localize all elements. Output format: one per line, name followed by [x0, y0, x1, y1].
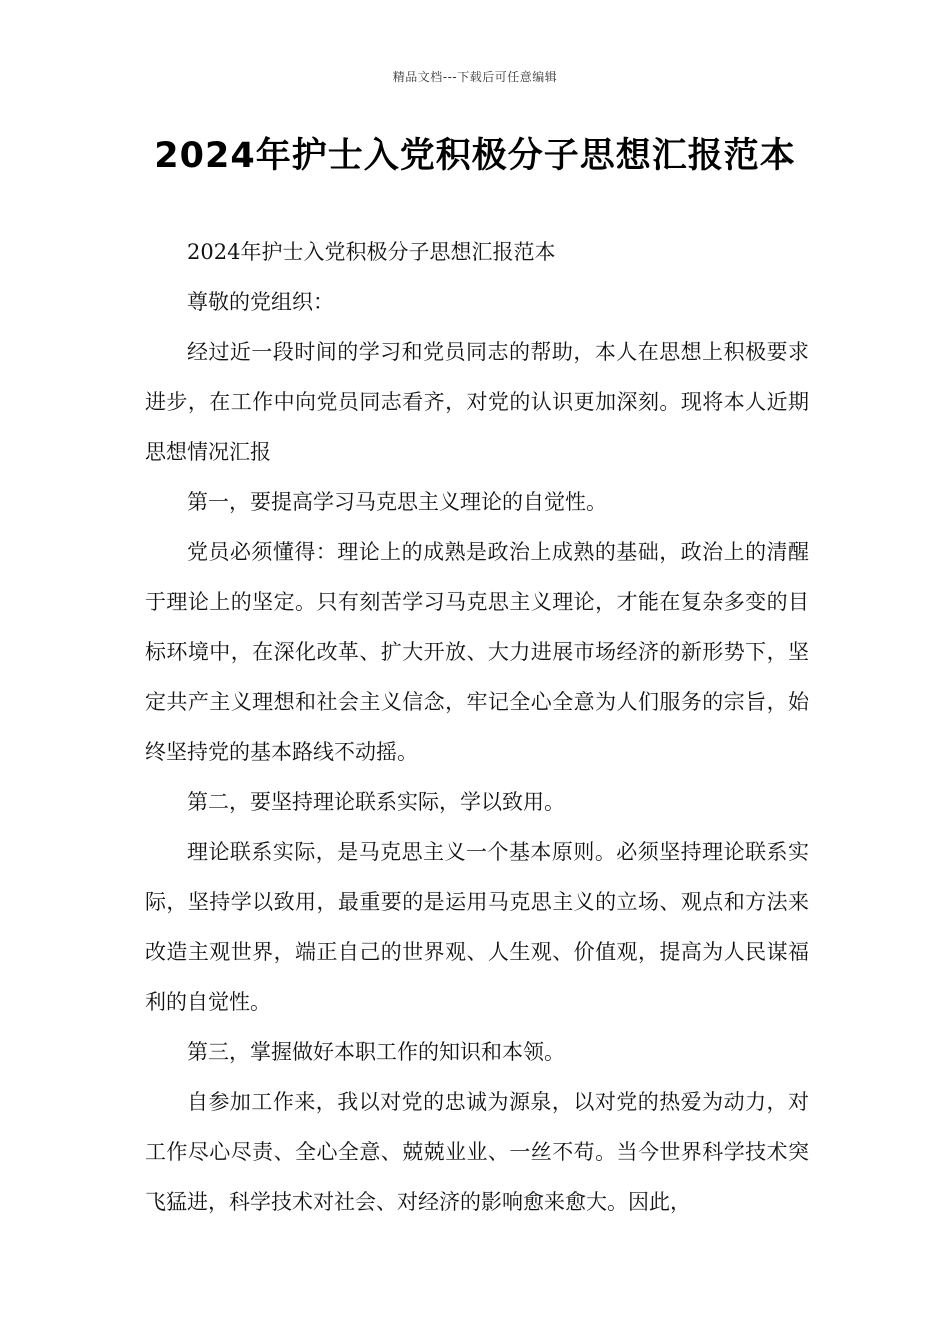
section-heading-1: 第一，要提高学习马克思主义理论的自觉性。: [187, 490, 607, 514]
section-heading-2: 第二，要坚持理论联系实际，学以致用。: [187, 790, 565, 814]
section-paragraph-2: 理论联系实际，是马克思主义一个基本原则。必须坚持理论联系实际，坚持学以致用，最重要的是运用马克思主义的立场、观点和方法来改造主观世界，端正自己的世界观、人生观、价值观，提高为人民谋福利的自觉性。: [145, 840, 809, 1014]
document-title: 2024年护士入党积极分子思想汇报范本: [154, 136, 796, 176]
header-note: 精品文档---下载后可任意编辑: [392, 70, 558, 84]
section-heading-3: 第三，掌握做好本职工作的知识和本领。: [187, 1040, 565, 1064]
body-subtitle: 2024年护士入党积极分子思想汇报范本: [187, 240, 556, 264]
section-paragraph-1: 党员必须懂得：理论上的成熟是政治上成熟的基础，政治上的清醒于理论上的坚定。只有刻苦学习马克思主义理论，才能在复杂多变的目标环境中，在深化改革、扩大开放、大力进展市场经济的新形势下，坚定共产主义理想和社会主义信念，牢记全心全意为人们服务的宗旨，始终坚持党的基本路线不动摇。: [145, 540, 809, 764]
intro-paragraph: 经过近一段时间的学习和党员同志的帮助，本人在思想上积极要求进步，在工作中向党员同志看齐，对党的认识更加深刻。现将本人近期思想情况汇报: [145, 340, 809, 464]
document-body: [145, 227, 809, 1227]
section-paragraph-3: 自参加工作来，我以对党的忠诚为源泉，以对党的热爱为动力，对工作尽心尽责、全心全意、兢兢业业、一丝不苟。当今世界科学技术突飞猛进，科学技术对社会、对经济的影响愈来愈大。因此，: [145, 1090, 809, 1214]
salutation: 尊敬的党组织：: [187, 290, 334, 314]
